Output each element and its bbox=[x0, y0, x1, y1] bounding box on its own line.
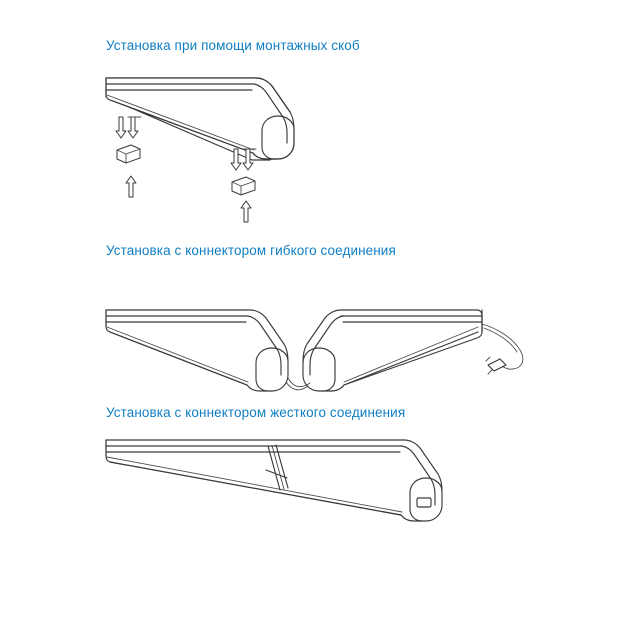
section-title-mounting-clips: Установка при помощи монтажных скоб bbox=[106, 38, 360, 53]
diagram-flexible-connector bbox=[0, 258, 630, 393]
mounting-clip-left-group bbox=[116, 117, 141, 197]
diagram-rigid-connector bbox=[0, 420, 630, 620]
figure-rigid-connector bbox=[0, 420, 630, 620]
figure-mounting-clips bbox=[0, 0, 630, 225]
section-title-rigid-connector: Установка с коннектором жесткого соединения bbox=[106, 405, 406, 420]
insertion-arrow-up-left bbox=[126, 176, 136, 197]
section-rigid-connector bbox=[0, 392, 630, 622]
diagram-mounting-clips bbox=[0, 0, 630, 225]
insertion-arrow-up-right bbox=[241, 201, 251, 222]
mounting-clip-left bbox=[117, 145, 140, 163]
section-flexible-connector bbox=[0, 228, 630, 393]
insertion-arrow-down-left bbox=[116, 117, 141, 138]
mounting-clip-right bbox=[232, 177, 255, 195]
led-linear-fixture-left bbox=[106, 310, 288, 391]
figure-flexible-connector bbox=[0, 258, 630, 393]
led-linear-fixture-right bbox=[303, 310, 482, 391]
section-title-flexible-connector: Установка с коннектором гибкого соединения bbox=[106, 243, 396, 258]
section-mounting-clips bbox=[0, 0, 630, 215]
power-cable-with-plug bbox=[482, 324, 523, 374]
